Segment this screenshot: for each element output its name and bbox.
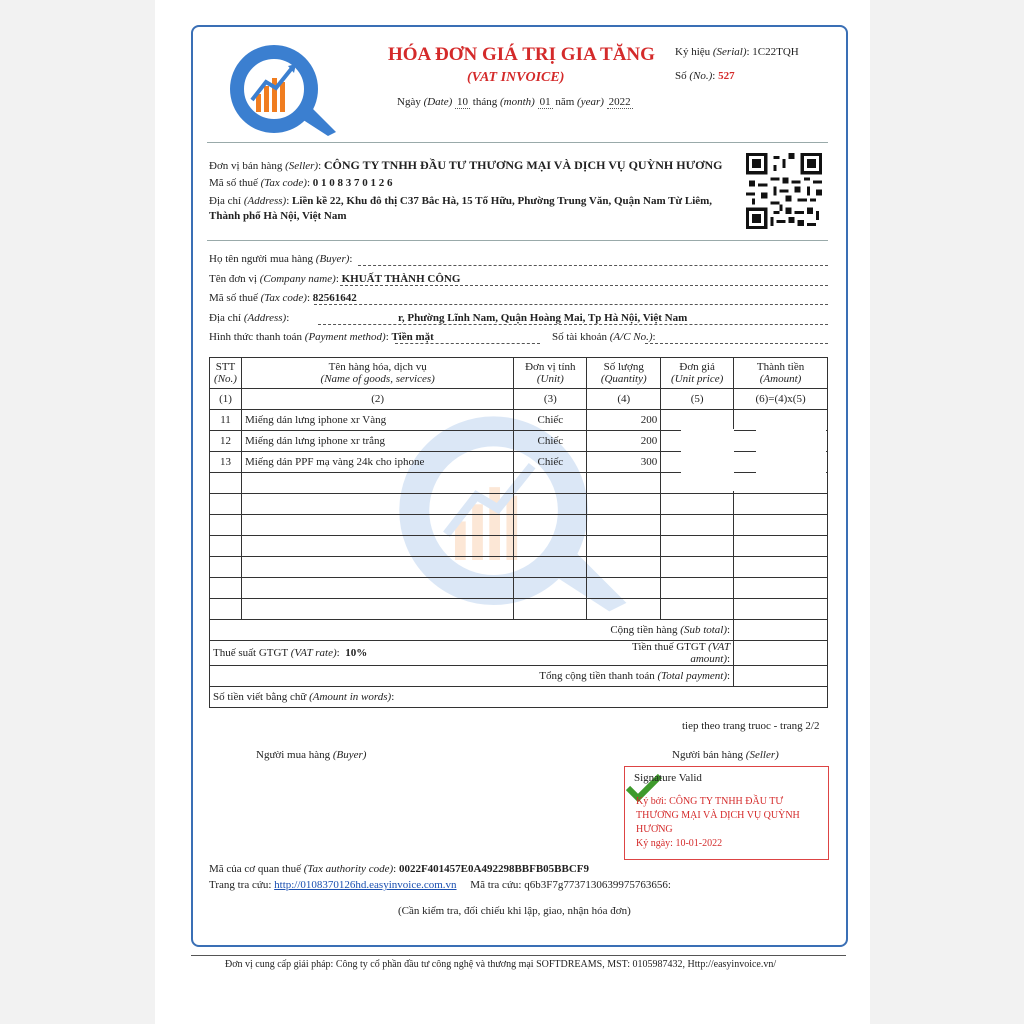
table-row <box>210 536 828 557</box>
signed-by-line3: HƯƠNG <box>636 824 673 835</box>
seller-address-field: Địa chỉ (Address): Liền kề 22, Khu đô thị C37 Bắc Hà, 15 Tố Hữu, Phường Trung Văn, Quận Nam Từ Liêm, <box>209 195 713 207</box>
redacted-area <box>756 429 826 491</box>
seller-name-field: Đơn vị bán hàng (Seller): CÔNG TY TNHH ĐẦU TƯ THƯƠNG MẠI VÀ DỊCH VỤ QUỲNH HƯƠNG <box>209 158 723 172</box>
invoice-subtitle: (VAT INVOICE) <box>467 70 565 85</box>
seller-signature-label: Người bán hàng (Seller) <box>672 749 779 761</box>
payment-method-field: Hình thức thanh toán (Payment method): Tiền mặt <box>209 331 434 343</box>
vat-row: Thuế suất GTGT (VAT rate): 10% Tiền thuế GTGT (VAT amount): <box>210 641 828 666</box>
items-table <box>209 357 828 708</box>
table-row: 12 Miếng dán lưng iphone xr trắng Chiếc 200 <box>210 431 828 452</box>
redacted-area <box>681 429 734 491</box>
account-number-field: Số tài khoản (A/C No.): <box>552 331 656 343</box>
col-header-unit: Đơn vị tính (Unit) <box>514 358 587 389</box>
company-logo <box>228 42 340 140</box>
col-header-quantity: Số lượng (Quantity) <box>587 358 661 389</box>
divider <box>207 240 828 241</box>
signed-date: Ký ngày: 10-01-2022 <box>636 838 723 849</box>
table-row <box>210 494 828 515</box>
col-number-row: (1) (2) (3) (4) (5) (6)=(4)x(5) <box>210 389 828 410</box>
table-row <box>210 473 828 494</box>
amount-in-words-row: Số tiền viết bằng chữ (Amount in words): <box>210 687 828 708</box>
buyer-signature-label: Người mua hàng (Buyer) <box>256 749 367 761</box>
invoice-number-field: Số (No.): 527 <box>675 70 735 82</box>
buyer-company-field: Tên đơn vị (Company name): KHUẤT THÀNH CÔNG <box>209 273 461 285</box>
col-header-amount: Thành tiền (Amount) <box>734 358 828 389</box>
invoice-title: HÓA ĐƠN GIÁ TRỊ GIA TĂNG <box>388 44 655 65</box>
col-header-stt: STT (No.) <box>210 358 242 389</box>
qr-code <box>746 153 822 229</box>
lookup-link[interactable]: http://0108370126hd.easyinvoice.com.vn <box>274 879 457 891</box>
buyer-address-field: Địa chỉ (Address): <box>209 312 290 324</box>
signed-by-line1: Ký bởi: CÔNG TY TNHH ĐẦU TƯ <box>636 796 784 807</box>
signature-valid-text: Signature Valid <box>634 772 702 784</box>
serial-field: Ký hiệu (Serial): 1C22TQH <box>675 46 799 58</box>
table-row <box>210 599 828 620</box>
buyer-tax-field: Mã số thuế (Tax code): 82561642 <box>209 292 357 304</box>
tax-authority-code: Mã của cơ quan thuế (Tax authority code): 0022F401457E0A492298BBFB05BBCF9 <box>209 863 590 875</box>
solution-provider: Đơn vị cung cấp giải pháp: Công ty cổ phần đầu tư công nghệ và thương mại SOFTDREAMS, MST: 0105987432, Http://easyinvoice.vn/ <box>225 959 777 970</box>
divider <box>191 955 846 956</box>
lookup-row: Trang tra cứu: http://0108370126hd.easyinvoice.com.vn Mã tra cứu: q6b3F7g7737130639975763656: <box>209 879 671 891</box>
signed-by-line2: THƯƠNG MẠI VÀ DỊCH VỤ QUỲNH <box>636 810 800 821</box>
seller-address-line2: Thành phố Hà Nội, Việt Nam <box>209 210 347 222</box>
table-row <box>210 515 828 536</box>
subtotal-row: Cộng tiền hàng (Sub total): <box>210 620 828 641</box>
check-note: (Cần kiểm tra, đối chiếu khi lập, giao, nhận hóa đơn) <box>398 905 631 917</box>
buyer-name-field: Họ tên người mua hàng (Buyer): <box>209 253 353 265</box>
total-row: Tổng cộng tiền thanh toán (Total payment): <box>210 666 828 687</box>
table-row <box>210 557 828 578</box>
table-row: 11 Miếng dán lưng iphone xr Vàng Chiếc 200 <box>210 410 828 431</box>
col-header-unit-price: Đơn giá (Unit price) <box>661 358 734 389</box>
invoice-date: Ngày (Date) 10 tháng (month) 01 năm (year) 2022 <box>397 96 631 108</box>
table-row <box>210 578 828 599</box>
continuation-note: tiep theo trang truoc - trang 2/2 <box>682 720 820 732</box>
buyer-address-value: r, Phường Lĩnh Nam, Quận Hoàng Mai, Tp Hà Nội, Việt Nam <box>398 312 688 324</box>
seller-tax-field: Mã số thuế (Tax code): 0 1 0 8 3 7 0 1 2 6 <box>209 177 393 189</box>
table-row: 13 Miếng dán PPF mạ vàng 24k cho iphone Chiếc 300 <box>210 452 828 473</box>
table-header-row <box>210 358 828 389</box>
divider <box>207 142 828 143</box>
col-header-name: Tên hàng hóa, dịch vụ (Name of goods, services) <box>241 358 513 389</box>
